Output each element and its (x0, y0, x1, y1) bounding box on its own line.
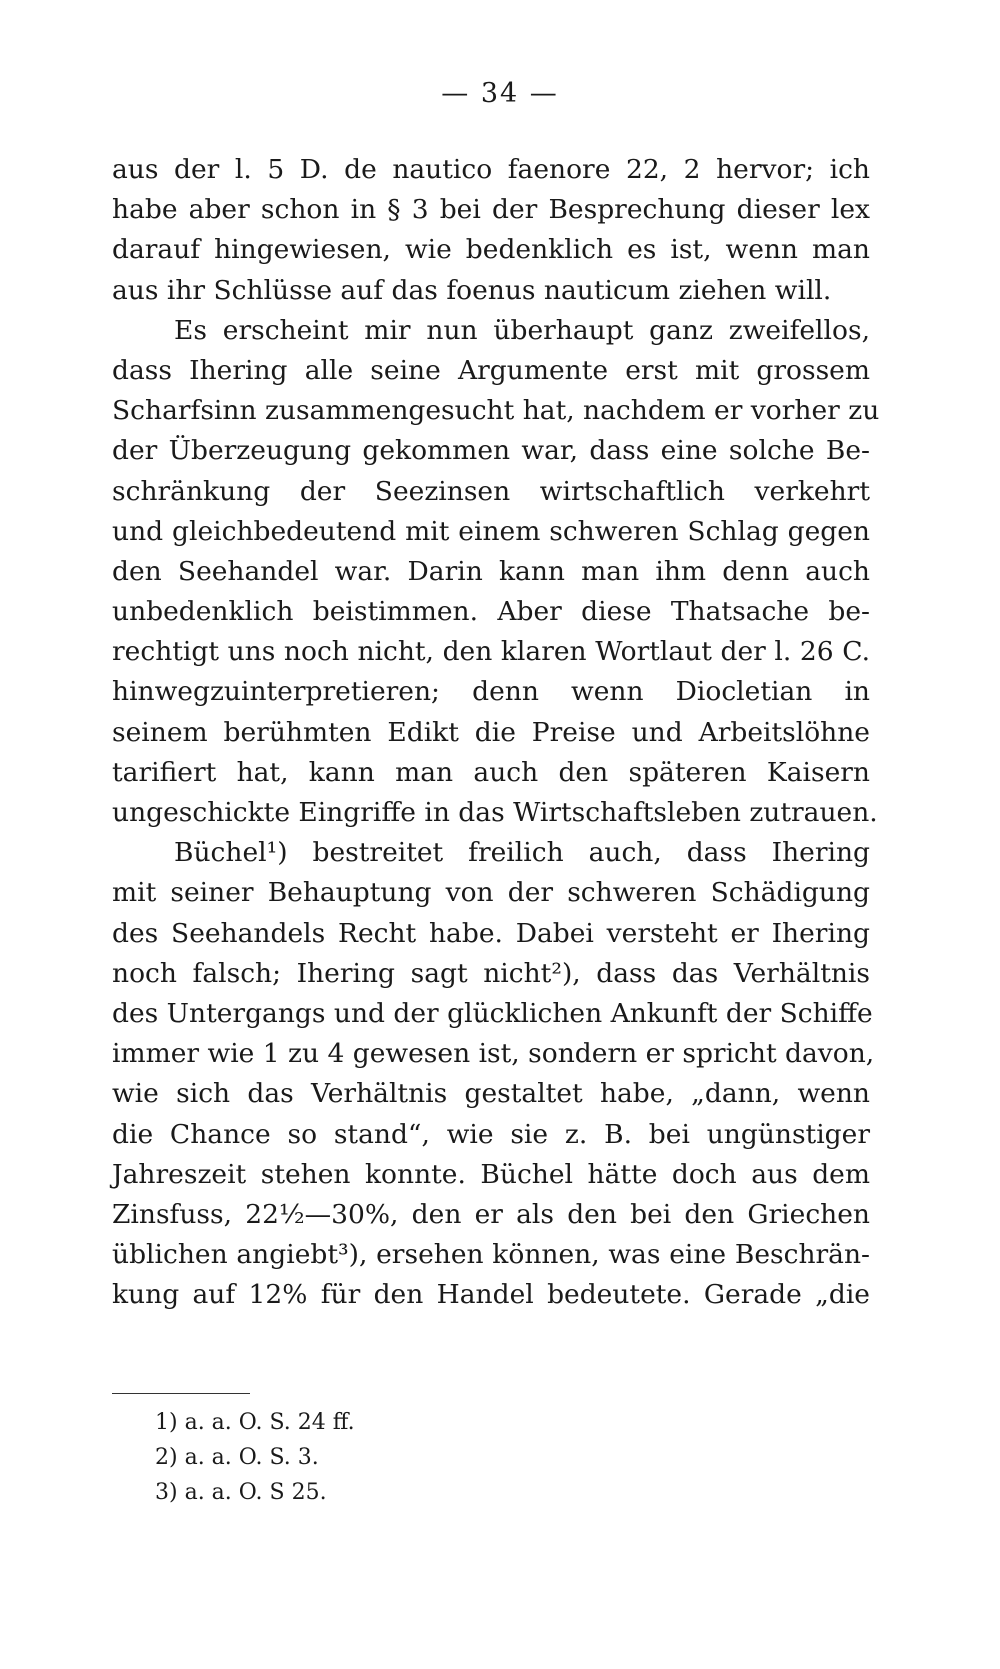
text-line: Scharfsinn zusammengesucht hat, nachdem er vorher zu (112, 395, 880, 427)
text-line: Büchel¹) bestreitet freilich auch, dass Ihering (174, 837, 870, 869)
text-line: schränkung der Seezinsen wirtschaftlich verkehrt (112, 475, 870, 507)
footnote: 2) a. a. O. S. 3. (155, 1445, 319, 1470)
page-number: — 34 — (441, 78, 559, 109)
text-line: ungeschickte Eingriffe in das Wirtschaftsleben zutrauen. (112, 797, 878, 828)
footnote-separator (112, 1393, 250, 1394)
text-line: der Überzeugung gekommen war, dass eine solche Be- (112, 435, 870, 467)
text-line: seinem berühmten Edikt die Preise und Arbeitslöhne (112, 716, 870, 748)
body-text (112, 150, 880, 1315)
footnotes (155, 1405, 355, 1510)
text-line: noch falsch; Ihering sagt nicht²), dass das Verhältnis (112, 957, 870, 989)
text-line: des Untergangs und der glücklichen Ankunft der Schiffe (112, 997, 873, 1029)
text-line: wie sich das Verhältnis gestaltet habe, „dann, wenn (112, 1078, 870, 1110)
text-line: Es erscheint mir nun überhaupt ganz zweifellos, (174, 314, 870, 346)
text-line: darauf hingewiesen, wie bedenklich es ist, wenn man (112, 234, 870, 266)
text-line: und gleichbedeutend mit einem schweren Schlag gegen (112, 515, 870, 547)
text-line: aus der l. 5 D. de nautico faenore 22, 2 hervor; ich (112, 154, 870, 185)
text-line: rechtigt uns noch nicht, den klaren Wortlaut der l. 26 C. (112, 636, 870, 668)
text-line: dass Ihering alle seine Argumente erst mit grossem (112, 354, 870, 386)
text-line: Jahreszeit stehen konnte. Büchel hätte doch aus dem (112, 1158, 870, 1190)
text-line: üblichen angiebt³), ersehen können, was eine Beschrän- (112, 1239, 870, 1271)
footnote: 1) a. a. O. S. 24 ff. (155, 1410, 355, 1435)
text-line: Zinsfuss, 22½—30%, den er als den bei den Griechen (112, 1198, 870, 1230)
text-line: mit seiner Behauptung von der schweren Schädigung (112, 877, 870, 909)
text-line: hinwegzuinterpretieren; denn wenn Diocletian in (112, 676, 870, 708)
text-line: den Seehandel war. Darin kann man ihm denn auch (112, 555, 870, 587)
footnote: 3) a. a. O. S 25. (155, 1480, 327, 1505)
text-line: habe aber schon in § 3 bei der Besprechung dieser lex (112, 194, 870, 226)
text-line: kung auf 12% für den Handel bedeutete. Gerade „die (112, 1279, 870, 1311)
text-line: aus ihr Schlüsse auf das foenus nauticum ziehen will. (112, 274, 832, 306)
text-line: unbedenklich beistimmen. Aber diese Thatsache be- (112, 596, 870, 628)
text-line: die Chance so stand“, wie sie z. B. bei ungünstiger (112, 1118, 870, 1150)
text-line: des Seehandels Recht habe. Dabei versteht er Ihering (112, 917, 870, 949)
text-line: immer wie 1 zu 4 gewesen ist, sondern er spricht davon, (112, 1038, 875, 1070)
text-line: tarifiert hat, kann man auch den späteren Kaisern (112, 756, 870, 788)
